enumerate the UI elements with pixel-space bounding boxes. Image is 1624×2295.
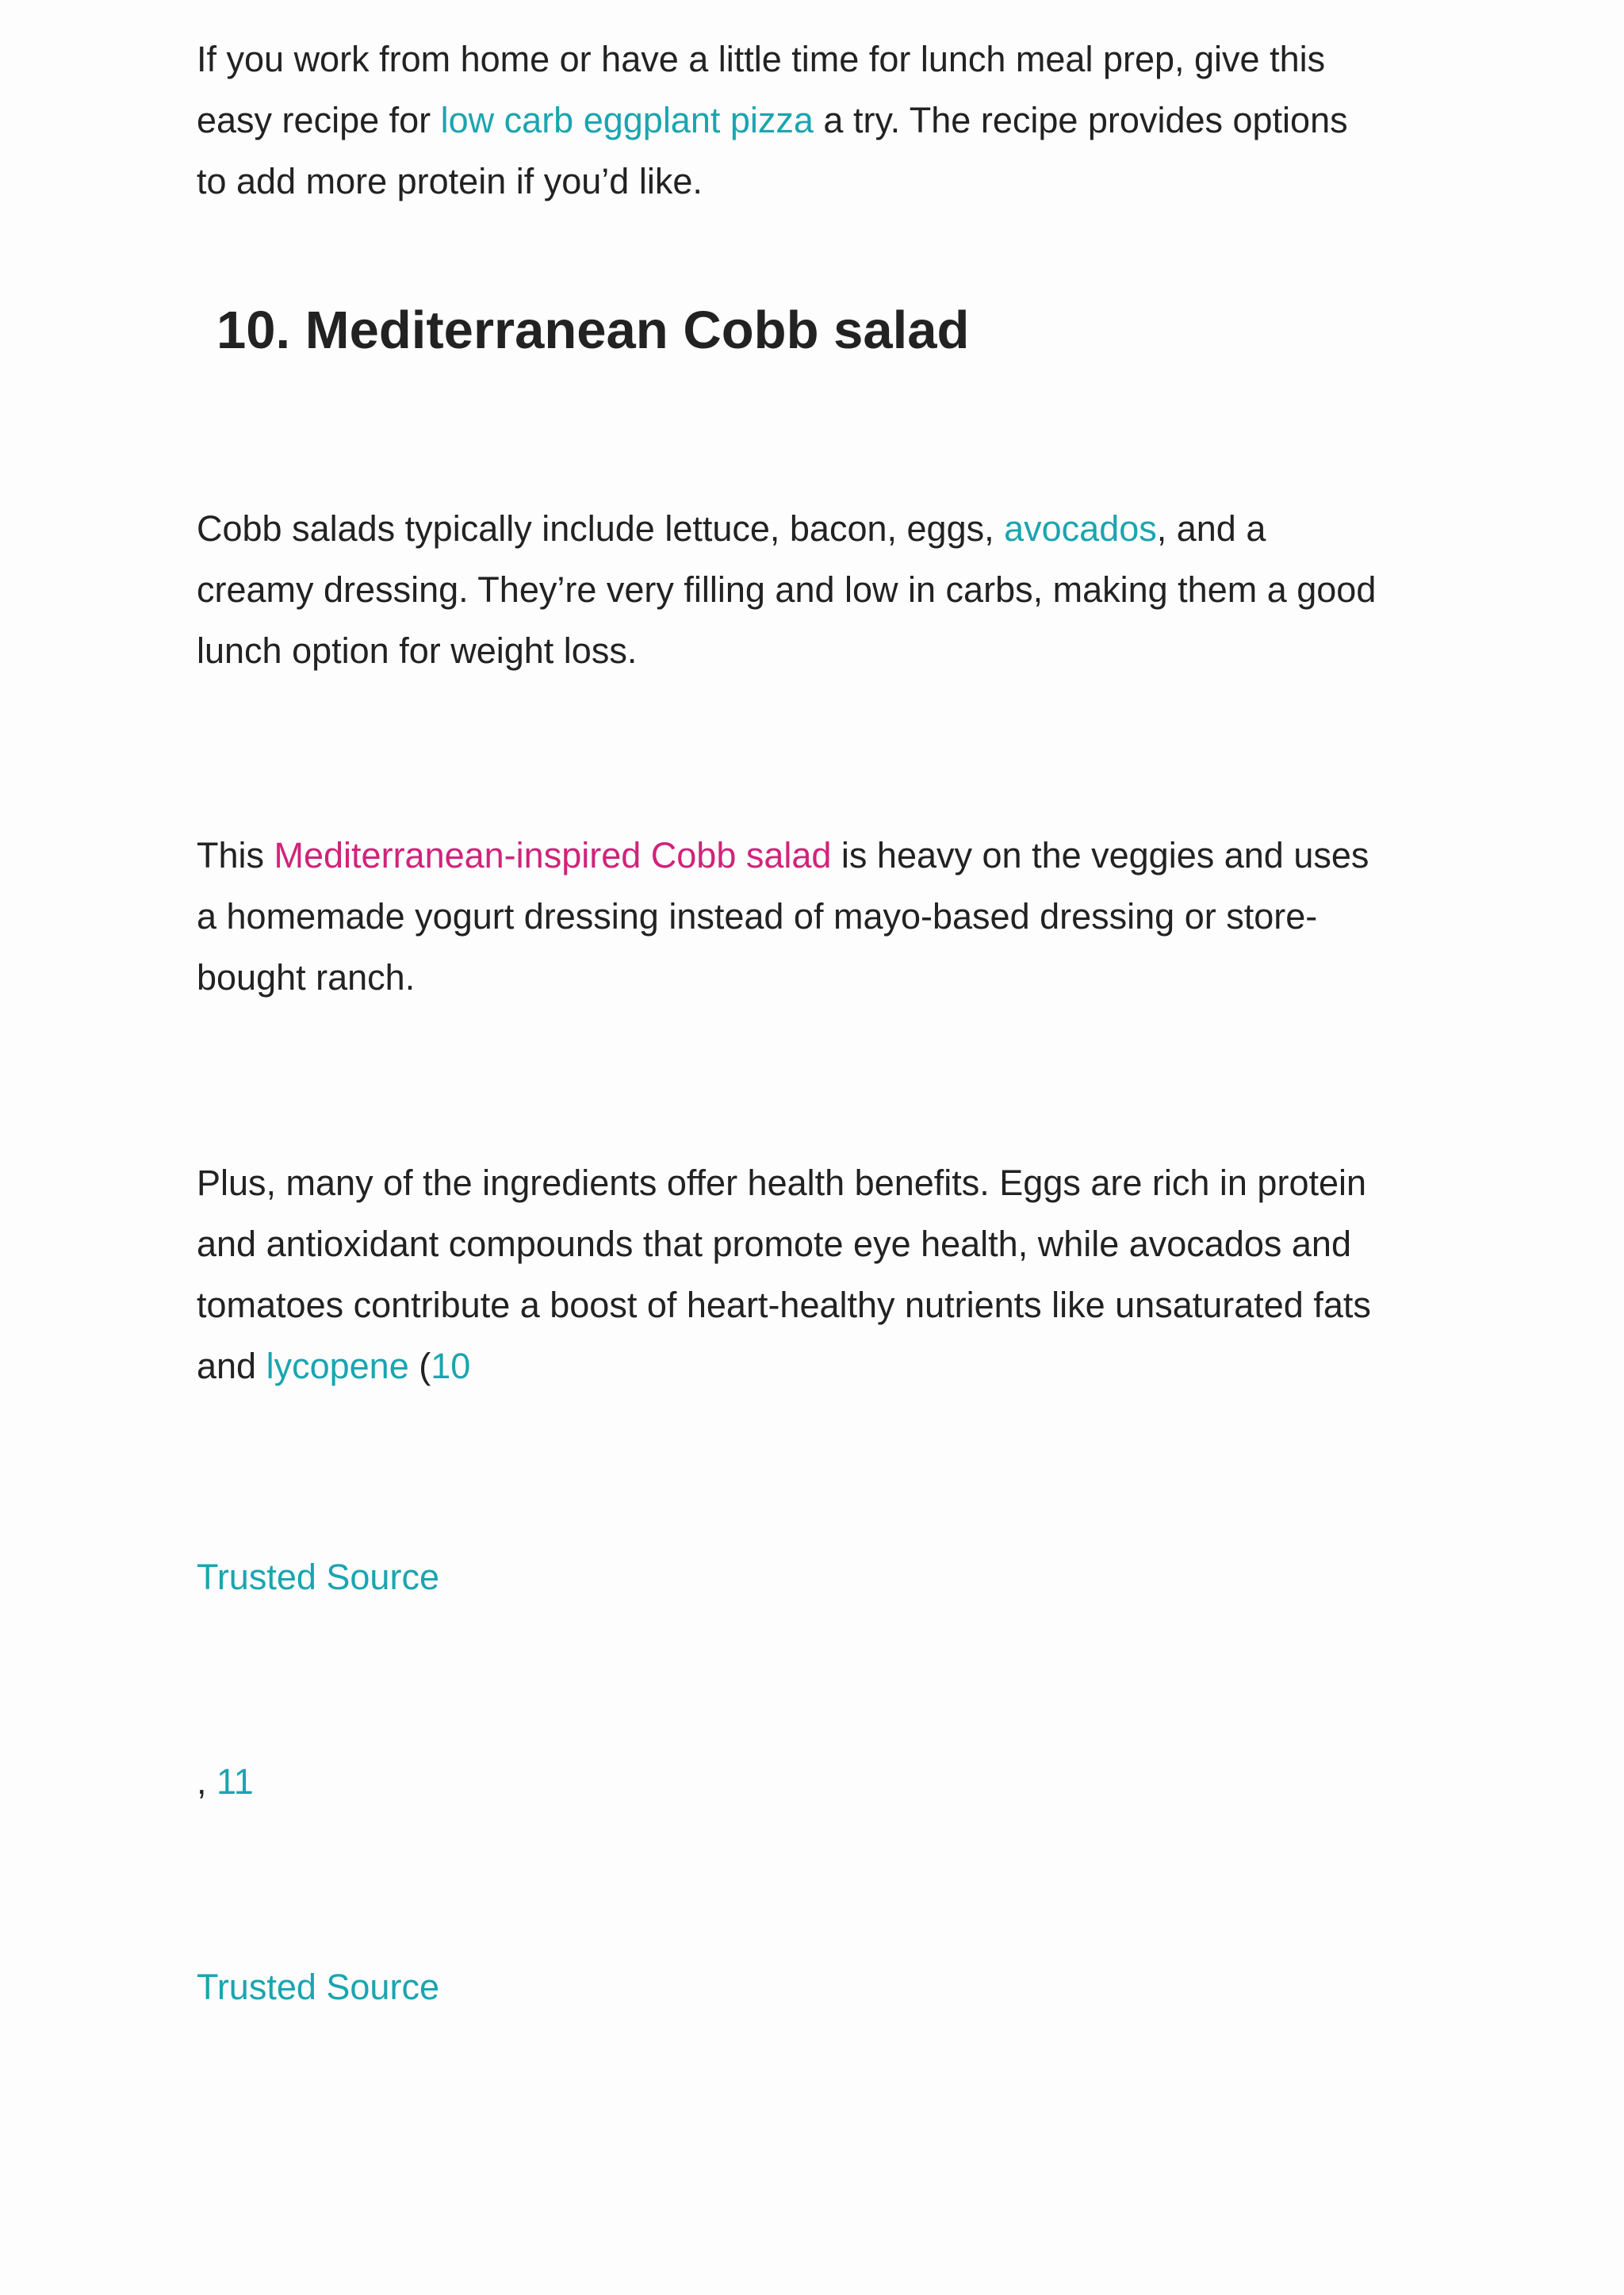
intro-line-2 <box>197 90 1434 151</box>
para3-line-1: Plus, many of the ingredients offer health benefits. Eggs are rich in protein <box>197 1163 1367 1203</box>
para2-text-after-link: is heavy on the veggies and uses <box>831 835 1369 875</box>
cobb-salad-paragraph <box>197 498 1434 681</box>
intro-paragraph <box>197 29 1434 212</box>
trusted-source-2 <box>197 1956 1434 2017</box>
intro-text-after-link: a try. The recipe provides options <box>813 100 1348 140</box>
lycopene-link[interactable]: lycopene <box>266 1346 409 1386</box>
para3-line-4 <box>197 1335 1434 1397</box>
para3-line-2: and antioxidant compounds that promote eye health, while avocados and <box>197 1224 1351 1264</box>
para1-line-3: lunch option for weight loss. <box>197 630 638 671</box>
para3-text-before-link: and <box>197 1346 266 1386</box>
intro-line-3: to add more protein if you’d like. <box>197 161 703 201</box>
para1-line-2: creamy dressing. They’re very filling and low in carbs, making them a good <box>197 569 1377 610</box>
trusted-source-link-1[interactable]: Trusted Source <box>197 1557 439 1597</box>
para1-text-after-link: , and a <box>1156 508 1266 549</box>
para2-line-3: bought ranch. <box>197 957 416 998</box>
reference-10-link[interactable]: 10 <box>431 1346 471 1386</box>
open-paren: ( <box>408 1346 431 1386</box>
health-benefits-paragraph <box>197 1152 1434 1397</box>
para3-line-3: tomatoes contribute a boost of heart-healthy nutrients like unsaturated fats <box>197 1285 1371 1325</box>
reference-11-link[interactable]: 11 <box>216 1761 254 1802</box>
para2-line-2: a homemade yogurt dressing instead of mayo-based dressing or store- <box>197 896 1318 937</box>
para1-line-1 <box>197 498 1434 559</box>
reference-11-line <box>197 1751 1434 1812</box>
intro-line-1: If you work from home or have a little time for lunch meal prep, give this <box>197 39 1326 79</box>
trusted-source-link-2[interactable]: Trusted Source <box>197 1967 439 2007</box>
avocados-link[interactable]: avocados <box>1004 508 1157 549</box>
para2-text-before-link: This <box>197 835 274 875</box>
mediterranean-paragraph <box>197 825 1434 1008</box>
mediterranean-cobb-salad-link[interactable]: Mediterranean-inspired Cobb salad <box>274 835 832 875</box>
para2-line-1 <box>197 825 1434 886</box>
intro-text-before-link: easy recipe for <box>197 100 441 140</box>
para1-text-before-link: Cobb salads typically include lettuce, bacon, eggs, <box>197 508 1005 549</box>
low-carb-eggplant-pizza-link[interactable]: low carb eggplant pizza <box>440 100 814 140</box>
reference-comma: , <box>197 1761 217 1802</box>
section-heading: 10. Mediterranean Cobb salad <box>216 301 970 360</box>
trusted-source-1 <box>197 1546 1434 1607</box>
